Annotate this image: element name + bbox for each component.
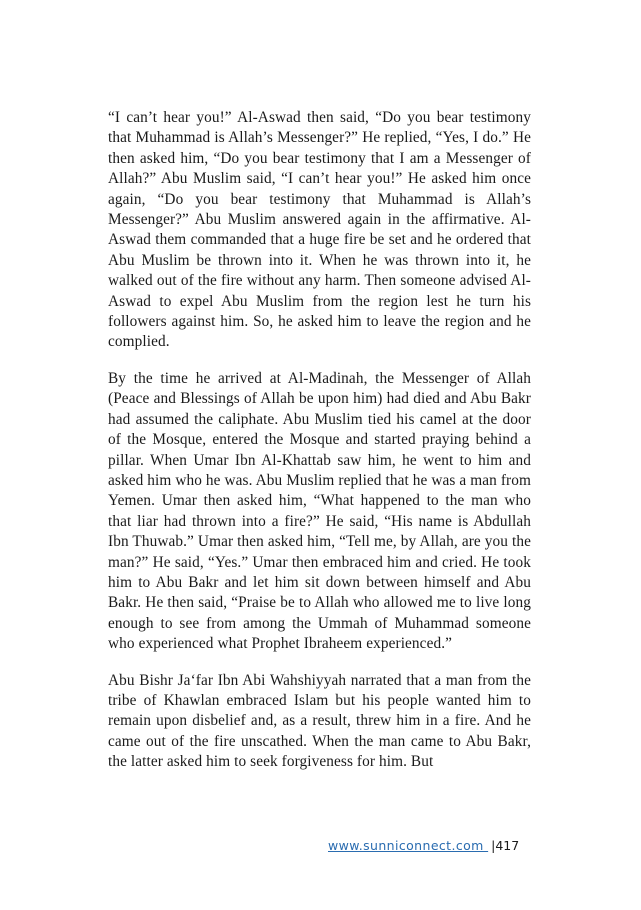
paragraph-3: Abu Bishr Ja‘far Ibn Abi Wahshiyyah narrated that a man from the tribe of Khawlan embraced Islam but his people wanted him to remain upon disbelief and, as a result, threw him in a fire. And he came out of the fire unscathed. When the man came to Abu Bakr, the latter asked him to seek forgiveness for him. But xyxy=(108,671,531,771)
paragraph-2: By the time he arrived at Al-Madinah, the Messenger of Allah (Peace and Blessings of Allah be upon him) had died and Abu Bakr had assumed the caliphate. Abu Muslim tied his camel at the door of the Mosque, entered the Mosque and started praying behind a pillar. When Umar Ibn Al-Khattab saw him, he went to him and asked him who he was. Abu Muslim replied that he was a man from Yemen. Umar then asked him, “What happened to the man who that liar had thrown into a fire?” He said, “His name is Abdullah Ibn Thuwab.” Umar then asked him, “Tell me, by Allah, are you the man?” He said, “Yes.” Umar then embraced him and cried. He took him to Abu Bakr and let him sit down between himself and Abu Bakr. He then said, “Praise be to Allah who allowed me to live long enough to see from among the Ummah of Muhammad someone who experienced what Prophet Ibraheem experienced.” xyxy=(108,369,531,653)
website-link[interactable]: www.sunniconnect.com xyxy=(328,838,489,853)
page-number: 417 xyxy=(495,838,520,853)
footer-separator: | xyxy=(491,838,496,853)
paragraph-1: “I can’t hear you!” Al-Aswad then said, “Do you bear testimony that Muhammad is Allah’s Messenger?” He replied, “Yes, I do.” He then asked him, “Do you bear testimony that I am a Messenger of Allah?” Abu Muslim said, “I can’t hear you!” He asked him once again, “Do you bear testimony that Muhammad is Allah’s Messenger?” Abu Muslim answered again in the affirmative. Al-Aswad them commanded that a huge fire be set and he ordered that Abu Muslim be thrown into it. When he was thrown into it, he walked out of the fire without any harm. Then someone advised Al-Aswad to expel Abu Muslim from the region lest he turn his followers against him. So, he asked him to leave the region and he complied. xyxy=(108,109,531,351)
page-footer xyxy=(328,838,519,853)
body-text xyxy=(108,108,531,789)
